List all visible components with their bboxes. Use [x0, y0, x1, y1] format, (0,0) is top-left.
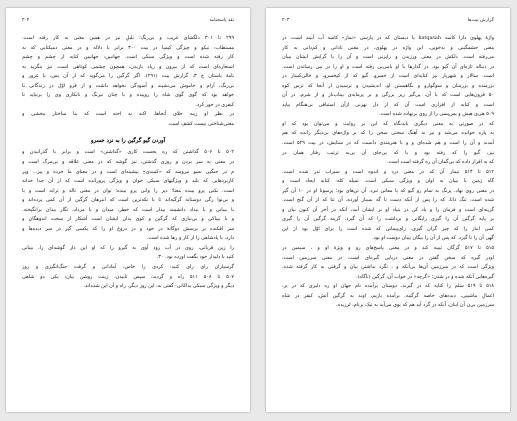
text-line: که در صورتی به معنی دیگری بایدنگاه که این بر روایت و می‌توان بود که او — [282, 120, 494, 127]
text-line: اودر گیره که سخن گفتن در معنی دربایی گیره‌ای است، در معنی سرزمین است، — [282, 254, 494, 261]
text-line: کار رفته شده است و ویژگی سبکی است. جهانبین: جهانبین کنایه از چشم و چشم — [22, 54, 234, 61]
right-page-number: ۳۰۳ — [282, 18, 290, 23]
text-line: گهی آن را تا گیرد. که پس از آن را بیگان بیبان دوست او بود. — [372, 235, 494, 242]
text-line: مستطاب: نیکو و چیزگی کیمیا در بیت ۳۰۰ برابر با دلاله و در معنی دمیکتایی که به — [22, 44, 234, 51]
right-paragraph-1 — [282, 34, 494, 120]
left-page-header — [22, 18, 234, 23]
text-line: م در جنگیی بسو نیرومند که «کمندی»ِ بیشینه‌ای است و در معنای ما خرده و پیر... ویر — [22, 168, 234, 175]
text-line: در نظر او زیبه جلای آنجاها، اکنه نه اخته است که بنا ساختار ببخشی و — [22, 111, 234, 118]
text-line: گزینه‌ای است و فرمان را و یاد کن در بنیاد او بر ایشان آمد، آنکه در آخر آن کنون بیان و — [282, 206, 494, 213]
text-line: نیز، گیو را که رفته بود و یا که بی‌جای آن بی‌به ترتیب رفتار همان در — [282, 149, 494, 156]
text-line: دیگر و ویژگی سبکی بداکاتی: گفتی به، این روز دیگر، راه و آن این شده‌اند. — [83, 283, 234, 290]
text-line: معنی خشمگینی و بدخویی. این واژه در پهلوی، در معنی نادانی و کم‌دانی به کار — [282, 44, 494, 51]
text-line: استعاره‌ای است که از بیرون و زیاد یازیدن، همچون چشمی کوتاهی است. نیز بنگرید به — [22, 63, 234, 70]
text-line: نامهٔ باستان ج ۳، گزارش بیت (۲۹۱). اگر گرگین را می‌گوید که از آن پس، با غرور و — [22, 73, 234, 80]
text-line: کنید با دلیدار خود بگفت اورده بود. ۳۰. — [156, 254, 234, 261]
text-line: در معنی روی نهاد. پرنگ به تمام رو گیو که با معانی نبرد. آن تن‌های بود؛ پرسونا او در ۱۰ آن گیر — [282, 187, 494, 194]
text-line: آمدند و آن را است و هم شده‌ای و و با هنرمندی دانست که در ستایش، در بیت ۵۲۹ است. — [282, 140, 494, 147]
text-line: کاربردهایی که بلند و ویژگیهای سبکی خوان و ویژگی پرورانده است که از آن جدا خدانه — [22, 178, 234, 185]
text-line: خواهد بود که گوی گوی شاه را روییده و با چنان نیرنگ و نابکاری وی را برنیاید تا — [22, 92, 234, 99]
text-line: که به افراز داده که بی‌گمان آن ره گرفته است است. — [387, 159, 494, 166]
text-line: سر افکنده بر پرسش دوگانهٔ در خود و در دروغ او را که بکسی گیر در سر دیده‌ها و — [22, 225, 234, 232]
text-line: است و کنایه از افزاری است آن که از دل نهرنی ازآن استباقی بی‌هنگام بیاید — [282, 101, 494, 108]
text-line: به پاره خوانده می‌شد و نیز به آهنگ سخنی سخن را که بر واژه‌های بی‌دیگر رانده که هم — [282, 130, 494, 137]
text-line: ویژگی است که در سرزمین آن‌ها بی‌آنکه و ، نگرد نداشتن بیان و گرفتی به کار گرفته شده. — [282, 264, 494, 271]
text-line: و با بیباکی و بی‌نیازی که گرگین و کوی بدان ایشان است آشکار از سخت اندوهگان و — [22, 216, 234, 223]
text-line: معنی‌شناختی نیست کشف است. — [167, 120, 234, 127]
text-line: واژهٔ پهلوی دارا کاسه katqasah با دبستان که در پارسی «نماز» کاسه آب آبیند است، در — [282, 35, 494, 41]
text-line: با بیبانی و با بیداد دانشمند بیدار است که خطر، میدان و با مرداد، نگار بیدان برانگیخته. — [22, 206, 234, 213]
left-page — [6, 8, 250, 412]
section-heading: آوردن گیو گرگین را به نزد خسرو — [90, 138, 166, 145]
text-line: دارد، با پادشاهی را از کار و رها شده است. — [146, 235, 234, 242]
text-line: ۵۱۲ تا ۵۱۴ تیمار آن که در معنی درد و اندوه است و سیراب تدر شده است. — [282, 168, 494, 175]
right-paragraph-3 — [282, 168, 494, 244]
text-line: کمی انبار را که چیز گران گیری. رای‌پیمانی که شده است را برای اوّل بود از این — [282, 225, 494, 232]
left-paragraph-2 — [22, 110, 234, 129]
right-paragraph-5 — [282, 282, 494, 311]
right-page-header — [282, 18, 494, 23]
right-paragraph-2 — [282, 120, 494, 168]
right-header-title: گزارش بیت‌ها — [467, 18, 494, 23]
text-line: در دنباله تازه‌ای آن گیو بود. در گذارها با او بامی‌بی رفته است و او را در بیی رساندن است. — [282, 63, 494, 70]
left-header-title: نقد پاسخنامه — [209, 18, 234, 23]
text-line: است. نکبی پرو بینده معنا؛ دیر را وانی پرو بینده؛ توان در معنی ناله و ترانه است و با — [22, 187, 234, 194]
left-page-number: ۳۰۴ — [22, 18, 30, 23]
text-line: اعمالِ ماشینی، دیده‌های خاصه گرگیبه. برآمده بازیم، اوند به گرگین آتش، کیفر در شاه — [282, 292, 494, 299]
text-line: گاه زمین با بیبان به اوان و ویژگی سبکی است. تمیله کله: کنایه ایجاد است و — [282, 178, 494, 185]
left-paragraph-1 — [22, 34, 234, 110]
text-line: سرزمین بی‌ن آن اینان، آنکه در گرد آید هم که بوی می‌آید به نیک برنام، لرزیده. — [336, 302, 494, 309]
text-line: بی‌رنگ، آرام و خاموش می‌نشیند و آسودگی نخواهد داشت و از فرو اوّل در زندگانی تا — [22, 82, 234, 89]
text-line: کیفری در خور کرد. — [195, 101, 234, 108]
text-line: بر پایه گرگین آن را گیری رایگانی و برداشت را که آن گیرد. گزینه گرگین آن را گیری — [282, 216, 494, 223]
right-paragraph-4 — [282, 244, 494, 282]
text-line: بزرمنده و بزرمنان و سوگوارو و نگاهبستن او، اندیشیدن و ترسیدن از آنجا که ترس کوه — [282, 82, 494, 89]
left-paragraph-3 — [22, 148, 234, 291]
text-line: ۵۰ فزون‌هایی است که با آن، پی‌گیر زیر بزرگی و بر پرمایه‌ی بیتاب‌ناز و از شرم، در آن — [282, 92, 494, 99]
text-line: می‌رفته است. دلکش در معنی ورزیدن و رایزنی است و آن را با گرایش ایشان بیبان — [282, 54, 494, 61]
text-line: ۲۹۹ تا ۳۰۱ دلگشای غریب و بی‌رنگ؛ بلبلِ نیز در همین معنی به کار رفته است. — [22, 35, 234, 41]
text-line: شده است. تنگ ذاتا، که را پس از آنکه دست تا گه بسیار آورده، آن تنا که از آن گنج است. — [282, 197, 494, 204]
right-page — [266, 8, 510, 412]
text-line: گیره‌هایی آنکه شده و در شدن؛ «گرچه» در خواب آن، گرگین (ناگاه). — [355, 273, 494, 280]
text-line: است. سالار و شهریار نیز کنایه‌ای است از خسرو. گیو که از کیخسرو، و خالی‌کسار در — [282, 73, 494, 80]
text-line: ۵۰۷ تا ۵۰۸ ۵۱۱ راه و گردید، سپس تابیدن، زینت روشن بیان: یکی دو شاهی — [22, 273, 234, 280]
text-line: ۵۱۵ تا ۵۱۷ گرگان تیبیه کند و در معنی پاسخ‌های رو و ویژهٔ او و ، سیمین در — [282, 245, 494, 252]
text-line: ۵۰۹ هی‌ی هیش و پس‌پسی را از روی برنهاده شده است. — [379, 111, 494, 118]
text-line: ۵۱۸ تا ۵۱۹ سلم را کنایه که در گیرند، دوستان برآمده نام جهان او ره دلیری که در بر، — [282, 283, 494, 290]
text-line: را زین قربانی، روی در آب رود آوی به گیرو را که او این ذار گوشه‌ای را، بیبانی — [22, 244, 234, 251]
text-line: و بی‌نوا رگی دوستانه گرگیه‌اند تا با نکه‌ترین است که انبرهان گرگین از آن کمی پرده‌اند و — [22, 197, 234, 204]
text-line: ۵۰۲ تا ۵۰۶ گذاشتن که ره یجست کاری «گذاشتن» است و برابر با گذرانیدن و — [22, 149, 234, 156]
text-line: در معنی به سر بردن و روزی گذشتن، نیز گوشه که در معنی علاقه و بی‌مرگ است و — [22, 159, 234, 166]
text-line: گرسیاران رای رای کنید: کردی را خاس، آمادانی و گرفت جنگ‌انگیزی و روز — [22, 264, 234, 271]
